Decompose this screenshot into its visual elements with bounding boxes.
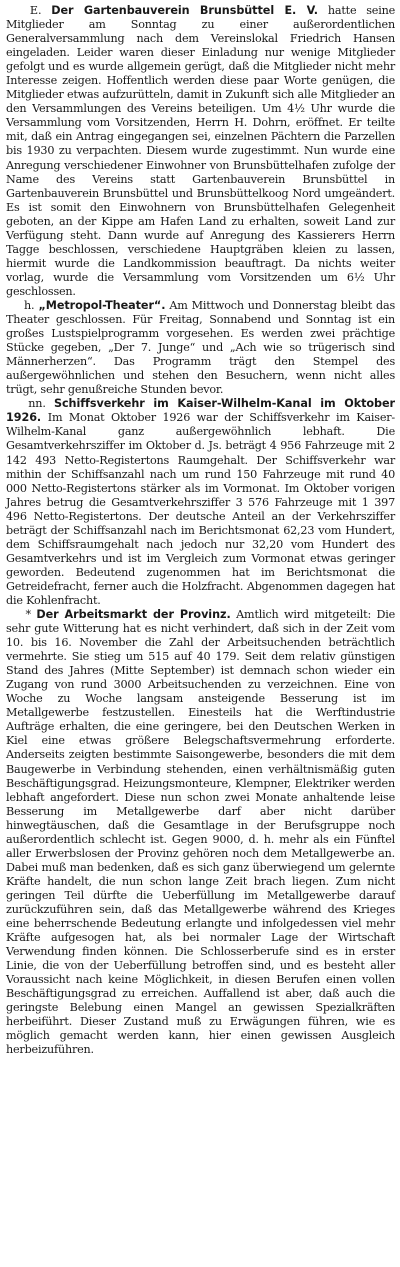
article-marker: h.	[23, 298, 35, 312]
article-headline: Der Gartenbauverein Brunsbüttel E. V.	[51, 4, 318, 17]
article-gartenbauverein	[6, 4, 395, 299]
article-headline: „Metropol-Theater“.	[38, 298, 166, 312]
article-marker: E.	[29, 4, 42, 17]
article-body: Am Mittwoch und Donnerstag bleibt das Theater geschlossen. Für Freitag, Sonnabend und Sonntag ist ein großes Lustspielprogramm vorgesehen. Es werden zwei prächtige Stücke gegeben, „Der 7. Junge“ und „Ach wie so trügerisch sind Männerherzen“. Das Programm trägt den Stempel des außergewöhnlichen und stehen den Besuchern, wenn nicht alles trügt, sehr genußreiche Stunden bevor.	[6, 298, 396, 397]
article-headline: Der Arbeitsmarkt der Provinz.	[36, 608, 231, 622]
article-headline: Schiffsverkehr im Kaiser-Wilhelm-Kanal im Oktober 1926.	[6, 397, 396, 425]
article-arbeitsmarkt	[6, 608, 395, 1058]
article-body: hatte seine Mitglieder am Sonntag zu einer außerordentlichen Generalversammlung nach dem Vereinslokal Friedrich Hansen eingeladen. Leider waren dieser Einladung nur wenige Mitglieder gefolgt und es wurde allgemein gerügt, daß die Mitglieder nicht mehr Interesse zeigen. Hoffentlich werden diese paar Worte genügen, die Mitglieder etwas aufzurütteln, damit in Zukunft sich alle Mitglieder an den Versammlungen des Vereins beteiligen. Um 4½ Uhr wurde die Versammlung vom Vorsitzenden, Herrn H. Dohrn, eröffnet. Er teilte mit, daß ein Antrag eingegangen sei, einzelnen Pächtern die Parzellen bis 1930 zu verpachten. Diesem wurde zugestimmt. Nun wurde eine Anregung verschiedener Einwohner von Brunsbüttelhafen zufolge der Name des Vereins statt Gartenbauverein Brunsbüttel in Gartenbauverein Brunsbüttel und Brunsbüttelkoog Nord umgeändert. Es ist somit den Einwohnern von Brunsbüttelhafen Gelegenheit geboten, an der Kippe am Hafen Land zu erhalten, soweit Land zur Verfügung steht. Dann wurde auf Anregung des Kassierers Herrn Tagge beschlossen, verschiedene Hauptgräben kleien zu lassen, hiermit wurde die Landkommission beauftragt. Da nichts weiter vorlag, wurde die Versammlung vom Vorsitzenden um 6½ Uhr geschlossen.	[6, 4, 396, 298]
article-body: Im Monat Oktober 1926 war der Schiffsverkehr im Kaiser-Wilhelm-Kanal ganz außergewöhnlich lebhaft. Die Gesamtverkehrsziffer im Oktober d. Js. beträgt 4 956 Fahrzeuge mit 2 142 493 Netto-Registertons Raumgehalt. Der Schiffsverkehr war mithin der Schiffsanzahl nach um rund 150 Fahrzeuge mit rund 40 000 Netto-Registertons stärker als im Vormonat. Im Oktober vorigen Jahres betrug die Gesamtverkehrsziffer 3 576 Fahrzeuge mit 1 397 496 Netto-Registertons. Der deutsche Anteil an der Verkehrsziffer beträgt der Schiffsanzahl nach im Berichtsmonat 62,23 vom Hundert, dem Schiffsraumgehalt nach jedoch nur 32,20 vom Hundert des Gesamtverkehrs und ist im Vergleich zum Vormonat etwas geringer geworden. Bedeutend zugenommen hat im Berichtsmonat die Getreidefracht, ferner auch die Holzfracht. Abgenommen dagegen hat die Kohlenfracht.	[6, 411, 395, 607]
article-schiffsverkehr	[6, 397, 395, 608]
article-marker: nn.	[28, 397, 46, 411]
article-marker: *	[25, 608, 31, 622]
article-body: Amtlich wird mitgeteilt: Die sehr gute Witterung hat es nicht verhindert, daß sich in der Zeit vom 10. bis 16. November die Zahl der Arbeitsuchenden beträchtlich vermehrte. Sie stieg um 515 auf 40 179. Seit dem relativ günstigen Stand des Jahres (Mitte September) ist demnach schon wieder ein Zugang von rund 3000 Arbeitsuchenden zu verzeichnen. Eine von Woche zu Woche langsam ansteigende Besserung ist im Metallgewerbe festzustellen. Einesteils hat die Werftindustrie Aufträge erhalten, die eine geringere, bei den Deutschen Werken in Kiel eine etwas größere Belegschaftsvermehrung erforderte. Anderseits zeigten bestimmte Saisongewerbe, besonders die mit dem Baugewerbe in Verbindung stehenden, einen verhältnismäßig guten Beschäftigungsgrad. Heizungsmonteure, Klempner, Elektriker werden lebhaft angefordert. Diese nun schon zwei Monate anhaltende leise Besserung im Metallgewerbe darf aber nicht darüber hinwegtäuschen, daß die Gesamtlage in der Berufsgruppe noch außerordentlich schlecht ist. Gegen 9000, d. h. mehr als ein Fünftel aller Erwerbslosen der Provinz gehören noch dem Metallgewerbe an. Dabei muß man bedenken, daß es sich ganz überwiegend um gelernte Kräfte handelt, die nun schon lange Zeit brach liegen. Zum nicht geringen Teil dürfte die Ueberfüllung im Metallgewerbe darauf zurückzuführen sein, daß das Metallgewerbe während des Krieges eine beherrschende Bedeutung erlangte und infolgedessen viel mehr Kräfte aufgesogen hat, als bei normaler Lage der Wirtschaft Verwendung finden können. Die Schlosserberufe sind es in erster Linie, die von der Ueberfüllung betroffen sind, und es besteht aller Voraussicht nach keine Möglichkeit, in diesen Berufen einen vollen Beschäftigungsgrad zu erreichen. Auffallend ist aber, daß auch die geringste Belebung einen Mangel an gewissen Spezialkräften herbeiführt. Dieser Zustand muß zu Erwägungen führen, wie es möglich gemacht werden kann, hier einen gewissen Ausgleich herbeizuführen.	[6, 608, 396, 1057]
article-metropol-theater	[6, 299, 395, 397]
